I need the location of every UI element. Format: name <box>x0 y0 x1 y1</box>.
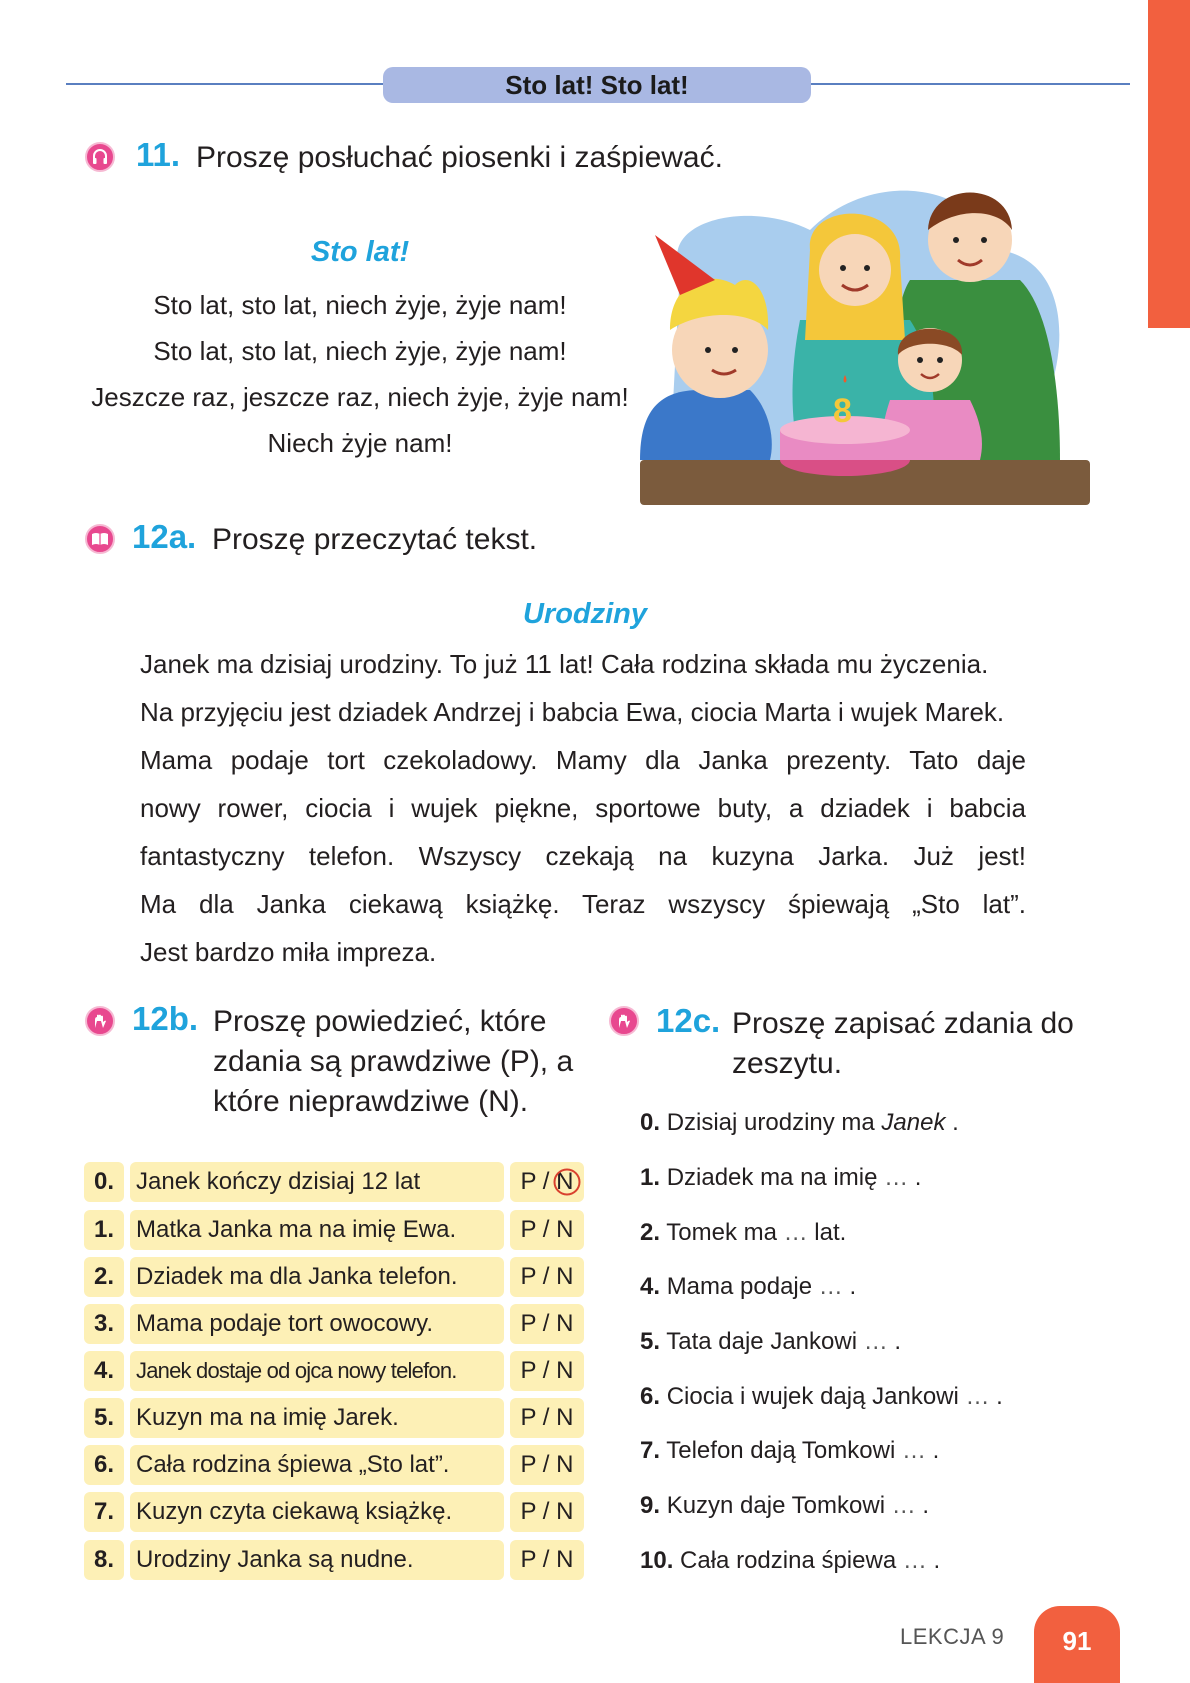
exercise-instruction-line: Proszę zapisać zdania do <box>732 1007 1074 1040</box>
exercise-instruction-line: które nieprawdziwe (N). <box>213 1085 529 1118</box>
true-false-choice[interactable]: P / N <box>510 1398 584 1438</box>
sentence-number: 2. <box>640 1219 661 1246</box>
sentence-number: 7. <box>640 1437 661 1464</box>
song-line: Niech żyje nam! <box>267 428 453 458</box>
row-number: 6. <box>84 1445 124 1485</box>
lesson-label: LEKCJA 9 <box>900 1624 1005 1649</box>
row-number: 0. <box>84 1162 124 1202</box>
exercise-instruction-line: zdania są prawdziwe (P), a <box>213 1045 574 1078</box>
answer-circle-icon <box>552 1167 582 1197</box>
row-number: 1. <box>84 1210 124 1250</box>
row-statement: Janek kończy dzisiaj 12 lat <box>130 1162 504 1202</box>
sentence-number: 10. <box>640 1547 674 1574</box>
sentence-end: . <box>842 1273 857 1300</box>
table-row <box>84 1351 584 1391</box>
table-row <box>84 1304 584 1344</box>
sentence-text: Kuzyn daje Tomkowi <box>666 1492 886 1519</box>
sentence-end: . <box>925 1437 940 1464</box>
sentence-text: Dzisiaj urodziny ma <box>666 1109 882 1136</box>
blank-dots: … <box>901 1437 926 1464</box>
page-number: 91 <box>1034 1606 1120 1683</box>
story-line: nowy rower, ciocia i wujek piękne, sportowe buty, a dziadek i babcia <box>140 793 1026 823</box>
row-statement: Urodziny Janka są nudne. <box>130 1540 504 1580</box>
table-row <box>84 1540 584 1580</box>
choice-label: P / N <box>520 1168 574 1195</box>
row-number: 3. <box>84 1304 124 1344</box>
sentence-text: Mama podaje <box>666 1273 813 1300</box>
true-false-choice[interactable]: P / N <box>510 1304 584 1344</box>
song-title: Sto lat! <box>310 236 410 268</box>
row-statement: Cała rodzina śpiewa „Sto lat”. <box>130 1445 504 1485</box>
table-row <box>84 1162 584 1202</box>
sentence-end: lat. <box>807 1219 847 1246</box>
sentence-number: 9. <box>640 1492 661 1519</box>
row-number: 8. <box>84 1540 124 1580</box>
sentence-item <box>640 1492 929 1520</box>
song-line: Jeszcze raz, jeszcze raz, niech żyje, żyje nam! <box>91 382 629 412</box>
story-line: Ma dla Janka ciekawą książkę. Teraz wszyscy śpiewają „Sto lat”. <box>140 889 1026 919</box>
sentence-end: . <box>989 1383 1003 1410</box>
sentence-item <box>640 1547 940 1575</box>
story-line: Jest bardzo miła impreza. <box>140 937 437 967</box>
row-number: 7. <box>84 1492 124 1532</box>
row-statement: Kuzyn ma na imię Jarek. <box>130 1398 504 1438</box>
sentence-item <box>640 1328 901 1356</box>
blank-dots: … <box>884 1164 909 1191</box>
sentence-item <box>640 1164 921 1192</box>
sentence-text: Tata daje Jankowi <box>666 1328 858 1355</box>
sentence-text: Ciocia i wujek dają Jankowi <box>666 1383 959 1410</box>
table-row <box>84 1210 584 1250</box>
table-row <box>84 1492 584 1532</box>
headphones-icon <box>85 142 115 172</box>
sentence-item <box>640 1273 856 1301</box>
sentence-number: 6. <box>640 1383 661 1410</box>
exercise-instruction-line: zeszytu. <box>732 1047 843 1080</box>
page-title: Sto lat! Sto lat! <box>383 67 811 103</box>
true-false-choice[interactable]: P / N <box>510 1445 584 1485</box>
example-sentence <box>640 1109 959 1137</box>
sentence-end: . <box>945 1109 959 1136</box>
sentence-text: Telefon dają Tomkowi <box>666 1437 896 1464</box>
row-statement: Kuzyn czyta ciekawą książkę. <box>130 1492 504 1532</box>
sentence-number: 0. <box>640 1109 661 1136</box>
sentence-item <box>640 1219 846 1247</box>
row-statement: Janek dostaje od ojca nowy telefon. <box>130 1351 504 1391</box>
example-answer: Janek <box>881 1109 946 1136</box>
blank-dots: … <box>902 1547 927 1574</box>
blank-dots: … <box>863 1328 888 1355</box>
true-false-choice[interactable]: P / N <box>510 1210 584 1250</box>
blank-dots: … <box>818 1273 843 1300</box>
sentence-text: Tomek ma <box>666 1219 777 1246</box>
sentence-number: 5. <box>640 1328 661 1355</box>
exercise-number: 12a. <box>132 518 197 555</box>
sentence-text: Cała rodzina śpiewa <box>680 1547 897 1574</box>
sentence-item <box>640 1437 939 1465</box>
exercise-instruction: Proszę posłuchać piosenki i zaśpiewać. <box>196 141 723 174</box>
speaking-icon <box>85 1006 115 1036</box>
story-line: Mama podaje tort czekoladowy. Mamy dla Janka prezenty. Tato daje <box>140 745 1026 775</box>
true-false-choice[interactable]: P / N <box>510 1257 584 1297</box>
sentence-number: 1. <box>640 1164 661 1191</box>
row-number: 4. <box>84 1351 124 1391</box>
exercise-instruction-line: Proszę powiedzieć, które <box>213 1005 547 1038</box>
side-color-tab <box>1148 0 1190 328</box>
sentence-text: Dziadek ma na imię <box>666 1164 878 1191</box>
exercise-number: 12c. <box>656 1002 721 1039</box>
true-false-choice[interactable]: P / N <box>510 1492 584 1532</box>
blank-dots: … <box>783 1219 808 1246</box>
table-row <box>84 1398 584 1438</box>
book-icon <box>85 524 115 554</box>
table-row <box>84 1445 584 1485</box>
true-false-choice[interactable]: P / N <box>510 1540 584 1580</box>
sentence-end: . <box>926 1547 941 1574</box>
song-line: Sto lat, sto lat, niech żyje, żyje nam! <box>153 290 567 320</box>
story-title: Urodziny <box>522 598 648 630</box>
exercise-instruction: Proszę przeczytać tekst. <box>212 523 538 556</box>
sentence-item <box>640 1383 1003 1411</box>
blank-dots: … <box>891 1492 916 1519</box>
svg-text:8: 8 <box>833 392 852 430</box>
row-number: 5. <box>84 1398 124 1438</box>
true-false-choice[interactable] <box>510 1162 584 1202</box>
table-row <box>84 1257 584 1297</box>
story-line: Na przyjęciu jest dziadek Andrzej i babcia Ewa, ciocia Marta i wujek Marek. <box>140 697 1005 727</box>
story-line: fantastyczny telefon. Wszyscy czekają na kuzyna Jarka. Już jest! <box>140 841 1026 871</box>
sentence-end: . <box>887 1328 902 1355</box>
row-statement: Dziadek ma dla Janka telefon. <box>130 1257 504 1297</box>
row-statement: Matka Janka ma na imię Ewa. <box>130 1210 504 1250</box>
row-number: 2. <box>84 1257 124 1297</box>
birthday-family-illustration <box>640 160 1090 570</box>
writing-icon <box>609 1006 639 1036</box>
sentence-end: . <box>908 1164 922 1191</box>
song-line: Sto lat, sto lat, niech żyje, żyje nam! <box>153 336 567 366</box>
sentence-number: 4. <box>640 1273 661 1300</box>
exercise-number: 12b. <box>132 1000 199 1037</box>
story-line: Janek ma dzisiaj urodziny. To już 11 lat! Cała rodzina składa mu życzenia. <box>140 649 989 679</box>
sentence-end: . <box>915 1492 930 1519</box>
blank-dots: … <box>965 1383 990 1410</box>
row-statement: Mama podaje tort owocowy. <box>130 1304 504 1344</box>
true-false-choice[interactable]: P / N <box>510 1351 584 1391</box>
exercise-number: 11. <box>136 136 181 173</box>
